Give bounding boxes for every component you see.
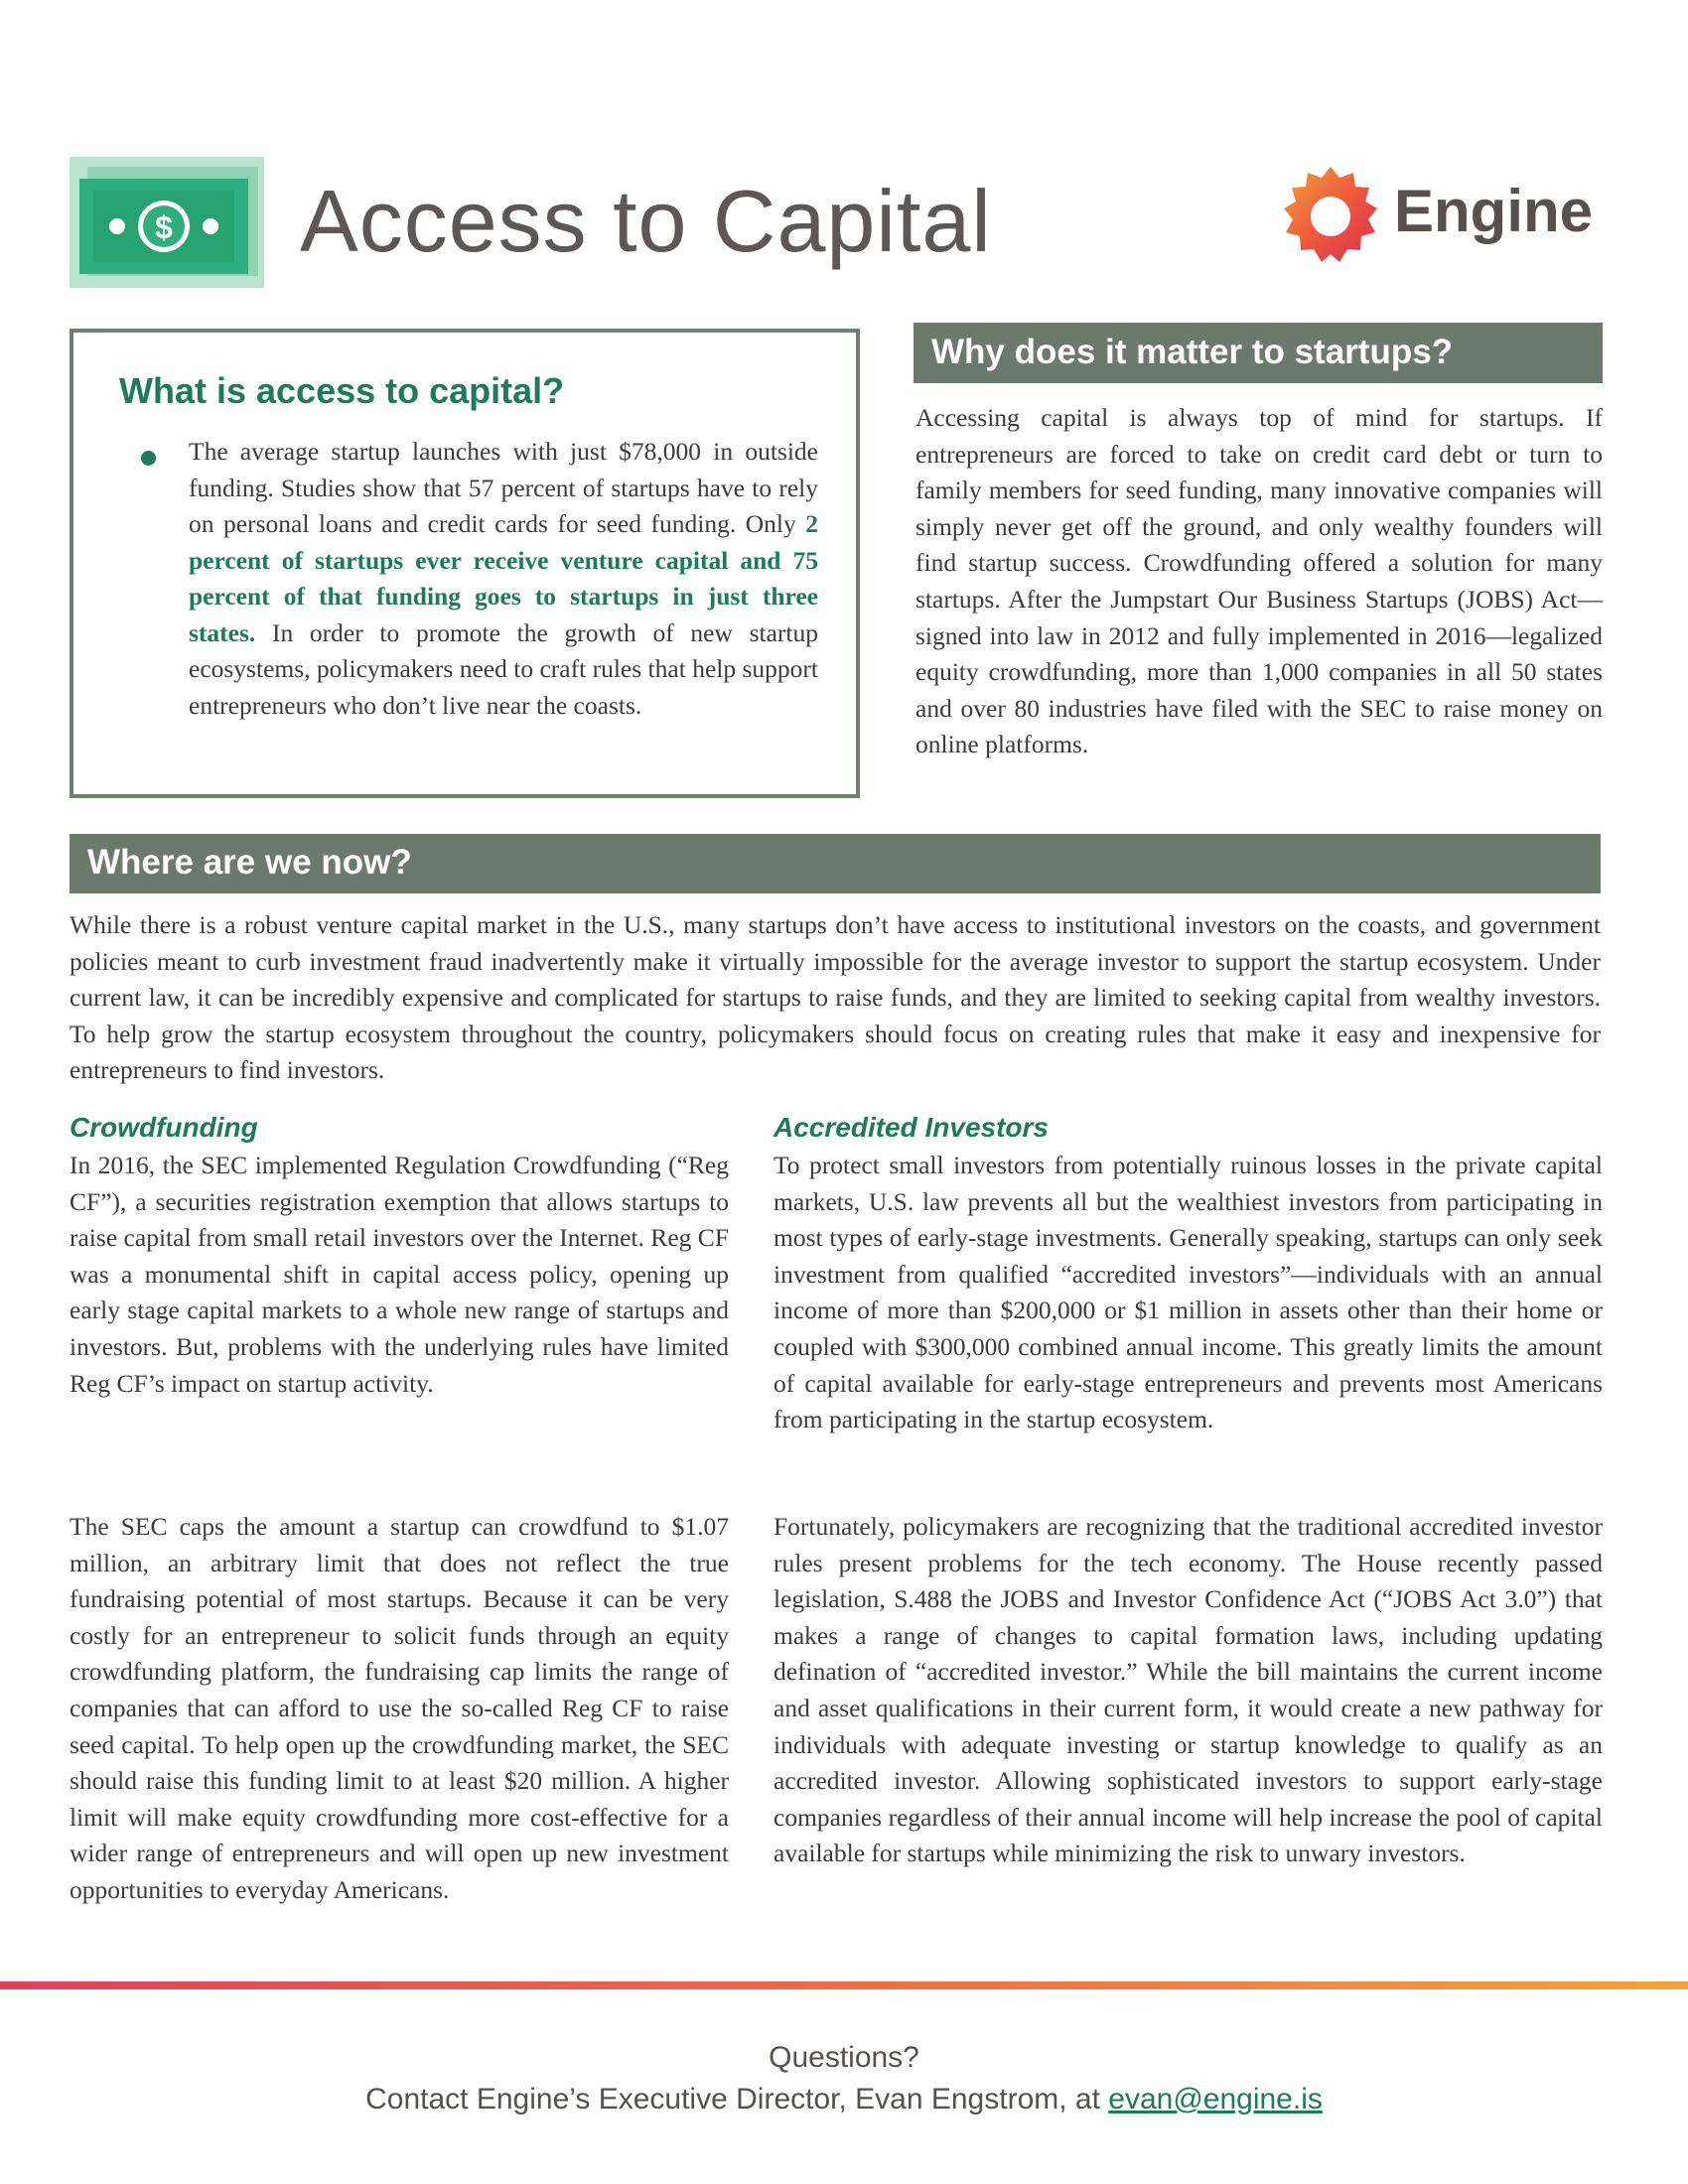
what-is-text-part-1: The average startup launches with just $78,000 in outside funding. Studies show that 57 percent of startups have to rely on personal loans and credit cards for seed funding. Only (189, 437, 818, 538)
crowdfunding-heading: Crowdfunding (70, 1112, 258, 1143)
crowdfunding-paragraph-1: In 2016, the SEC implemented Regulation Crowdfunding (“Reg CF”), a securities registration exemption that allows startups to raise capital from small retail investors over the Internet. Reg CF was a monumental shift in capital access policy, opening up early stage capital markets to a whole new range of startups and investors. But, problems with the underlying rules have limited Reg CF’s impact on startup activity. (70, 1151, 729, 1398)
why-matters-heading: Why does it matter to startups? (914, 323, 1603, 383)
what-is-text (189, 434, 818, 724)
what-is-text-part-2: In order to promote the growth of new startup ecosystems, policymakers need to craft rules that help support entrepreneurs who don’t live near the coasts. (189, 617, 818, 720)
engine-logo[interactable] (1277, 165, 1605, 264)
money-bill-icon (70, 157, 264, 288)
what-is-box (70, 329, 860, 798)
accredited-paragraph-1: To protect small investors from potentially ruinous losses in the private capital markets, U.S. law prevents all but the wealthiest investors from participating in most types of early-stage investments. Generally speaking, startups can only seek investment from qualified “accredited investors”—individuals with an annual income of more than $200,000 or $1 million in assets other than their home or coupled with $300,000 combined annual income. This greatly limits the amount of capital available for early-stage entrepreneurs and prevents most Americans from participating in the startup ecosystem. (774, 1151, 1603, 1434)
what-is-heading: What is access to capital? (119, 370, 565, 411)
where-now-text: While there is a robust venture capital market in the U.S., many startups don’t have access to institutional investors on the coasts, and government policies meant to curb investment fraud inadvertently make it virtually impossible for the average investor to support the startup ecosystem. Under current law, it can be incredibly expensive and complicated for startups to raise funds, and they are limited to seeking capital from wealthy investors. To help grow the startup ecosystem throughout the country, policymakers should focus on creating rules that make it easy and inexpensive for entrepreneurs to find investors. (70, 910, 1601, 1085)
accredited-paragraph-2: Fortunately, policymakers are recognizing that the traditional accredited investor rules present problems for the tech economy. The House recently passed legislation, S.488 the JOBS and Investor Confidence Act (“JOBS Act 3.0”) that makes a range of changes to capital formation laws, including updating defination of “accredited investor.” While the bill maintains the current income and asset qualifications in their current form, it would create a new pathway for individuals with adequate investing or startup knowledge to qualify as an accredited investor. Allowing sophisticated investors to support early-stage companies regardless of their annual income will help increase the pool of capital available for startups while minimizing the risk to unwary investors. (774, 1512, 1603, 1868)
engine-gear-logo-icon (1277, 165, 1386, 264)
svg-text:$: $ (155, 209, 173, 245)
why-matters-text: Accessing capital is always top of mind for startups. If entrepreneurs are forced to take on credit card debt or turn to family members for seed funding, many innovative companies will simply never get off the ground, and only wealthy founders will find startup success. Crowdfunding offered a solution for many startups. After the Jumpstart Our Business Startups (JOBS) Act—signed into law in 2012 and fully implemented in 2016—legalized equity crowdfunding, more than 1,000 companies in all 50 states and over 80 industries have filed with the SEC to raise money on online platforms. (915, 403, 1603, 759)
page-title: Access to Capital (300, 172, 992, 270)
crowdfunding-paragraph-2: The SEC caps the amount a startup can crowdfund to $1.07 million, an arbitrary limit that does not reflect the true fundraising potential of most startups. Because it can be very costly for an entrepreneur to solicit funds through an equity crowdfunding platform, the fundraising cap limits the range of companies that can afford to use the so-called Reg CF to raise seed capital. To help open up the crowdfunding market, the SEC should raise this funding limit to at least $20 million. A higher limit will make equity crowdfunding more cost-effective for a wider range of entrepreneurs and will open up new investment opportunities to everyday Americans. (70, 1512, 729, 1904)
footer-contact-text: Contact Engine’s Executive Director, Evan Engstrom, at (365, 2083, 1109, 2116)
accredited-investors-heading: Accredited Investors (774, 1112, 1049, 1143)
footer-divider (0, 1981, 1688, 1989)
footer-contact (0, 2083, 1688, 2116)
bullet-dot (141, 451, 156, 466)
where-now-heading: Where are we now? (70, 834, 1601, 893)
footer-question: Questions? (769, 2041, 919, 2074)
contact-email-link[interactable]: evan@engine.is (1108, 2083, 1323, 2116)
brand-wordmark: Engine (1394, 178, 1594, 244)
what-is-emphasis: 2 percent of startups ever receive venture capital and 75 percent of that funding goes to startups in just three states. (189, 509, 818, 647)
